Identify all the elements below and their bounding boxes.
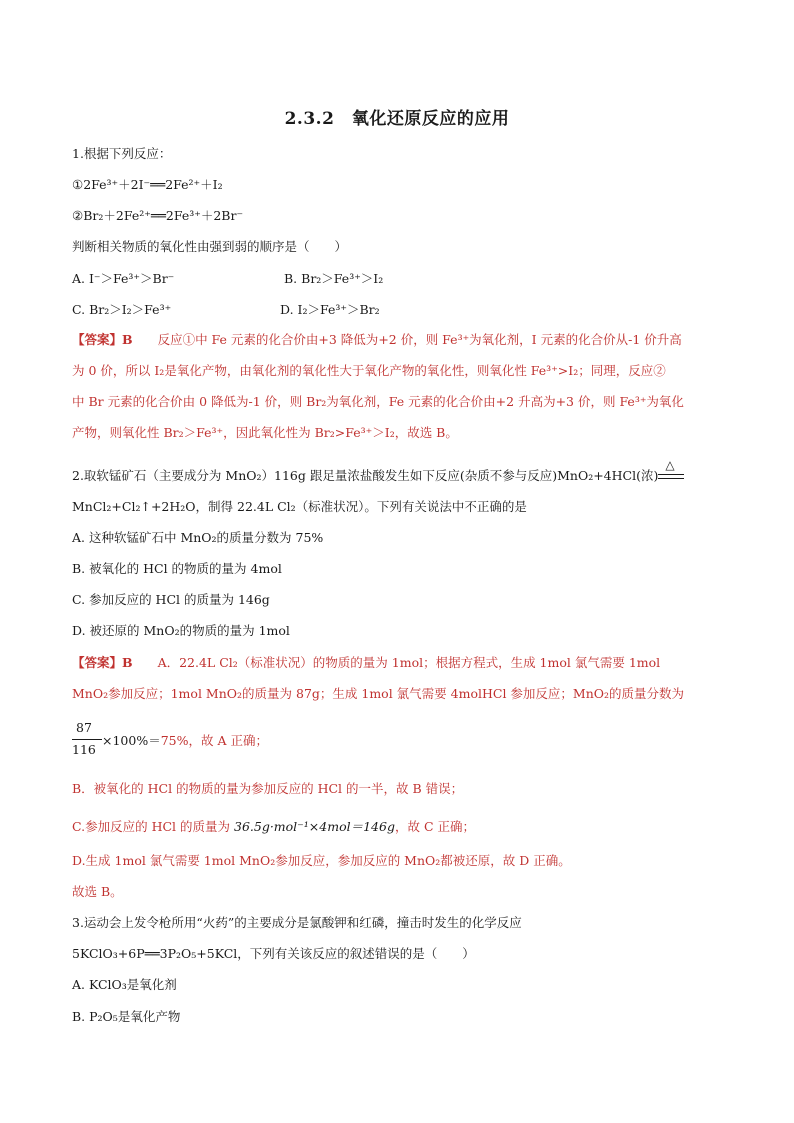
delta-symbol: △	[665, 457, 675, 472]
q2-option-b: B. 被氧化的 HCl 的物质的量为 4mol	[72, 561, 282, 576]
q2-stem-line-2: MnCl₂+Cl₂↑+2H₂O，制得 22.4L Cl₂（标准状况）。下列有关说法中不正确的是	[72, 499, 527, 514]
q1-option-a: A. I⁻＞Fe³⁺＞Br⁻	[72, 271, 175, 286]
q2-answer-c-post: ，故 C 正确；	[394, 819, 475, 834]
q2-answer-line-2: MnO₂参加反应；1mol MnO₂的质量为 87g；生成 1mol 氯气需要 4molHCl 参加反应；MnO₂的质量分数为	[72, 686, 685, 701]
fraction-numerator: 87	[76, 720, 92, 735]
q2-option-a: A. 这种软锰矿石中 MnO₂的质量分数为 75%	[72, 530, 324, 545]
q1-option-b: B. Br₂＞Fe³⁺＞I₂	[284, 271, 384, 286]
q3-option-a: A. KClO₃是氧化剂	[72, 977, 177, 992]
q1-option-d: D. I₂＞Fe³⁺＞Br₂	[280, 302, 380, 317]
q2-answer-d: D.生成 1mol 氯气需要 1mol MnO₂参加反应，参加反应的 MnO₂都被还原，故 D 正确。	[72, 853, 571, 868]
q3-stem-line-1: 3.运动会上发令枪所用“火药”的主要成分是氯酸钾和红磷，撞击时发生的化学反应	[72, 915, 522, 930]
q2-answer-tag: 【答案】B	[72, 655, 133, 670]
q1-answer-line-2: 为 0 价，所以 I₂是氧化产物，由氧化剂的氧化性大于氧化产物的氧化性，则氧化性 Fe³⁺>I₂；同理，反应②	[72, 363, 666, 378]
q2-answer-c	[72, 818, 475, 836]
q1-question: 判断相关物质的氧化性由强到弱的顺序是（ ）	[72, 239, 348, 254]
q3-option-b: B. P₂O₅是氧化产物	[72, 1009, 181, 1024]
q2-conclusion: 故选 B。	[72, 884, 123, 899]
q1-answer-text-1: 反应①中 Fe 元素的化合价由+3 降低为+2 价，则 Fe³⁺为氧化剂，I 元素的化合价从-1 价升高	[132, 332, 682, 347]
q1-reaction-1: ①2Fe³⁺＋2I⁻══2Fe²⁺＋I₂	[72, 177, 223, 192]
q2-answer-c-formula: 36.5g·mol⁻¹×4mol＝146g	[234, 819, 395, 834]
q2-stem-text-1: 2.取软锰矿石（主要成分为 MnO₂）116g 跟足量浓盐酸发生如下反应(杂质不参与反应)MnO₂+4HCl(浓)	[72, 468, 659, 483]
q2-answer-text-1: A．22.4L Cl₂（标准状况）的物质的量为 1mol；根据方程式，生成 1mol 氯气需要 1mol	[132, 655, 661, 670]
heating-equals-sign	[658, 457, 684, 484]
q2-option-d: D. 被还原的 MnO₂的物质的量为 1mol	[72, 623, 290, 638]
q1-reaction-2: ②Br₂＋2Fe²⁺══2Fe³⁺＋2Br⁻	[72, 208, 244, 223]
fraction-multiplier: ×100%＝75%，故 A 正确；	[102, 733, 268, 748]
q1-answer-tag: 【答案】B	[72, 332, 133, 347]
q2-option-c: C. 参加反应的 HCl 的质量为 146g	[72, 592, 270, 607]
q1-answer-line-4: 产物，则氧化性 Br₂＞Fe³⁺，因此氧化性为 Br₂>Fe³⁺＞I₂，故选 B。	[72, 425, 458, 440]
page-title: 2.3.2 氧化还原反应的应用	[284, 109, 510, 129]
fraction-bar	[72, 739, 102, 740]
q2-answer-b: B．被氧化的 HCl 的物质的量为参加反应的 HCl 的一半，故 B 错误；	[72, 781, 464, 796]
q1-answer-line-1	[72, 331, 682, 349]
q2-answer-line-1	[72, 654, 660, 672]
q1-answer-line-3: 中 Br 元素的化合价由 0 降低为-1 价，则 Br₂为氧化剂，Fe 元素的化合价由+2 升高为+3 价，则 Fe³⁺为氧化	[72, 394, 684, 409]
fraction-result: 75%，故 A 正确；	[160, 733, 268, 748]
q1-stem: 1.根据下列反应：	[72, 146, 172, 161]
q3-stem-line-2: 5KClO₃+6P══3P₂O₅+5KCl，下列有关该反应的叙述错误的是（ ）	[72, 946, 475, 961]
q2-stem-line-1	[72, 457, 684, 485]
fraction-denominator: 116	[72, 742, 96, 757]
q2-answer-c-pre: C.参加反应的 HCl 的质量为	[72, 819, 231, 834]
q1-option-c: C. Br₂＞I₂＞Fe³⁺	[72, 302, 172, 317]
